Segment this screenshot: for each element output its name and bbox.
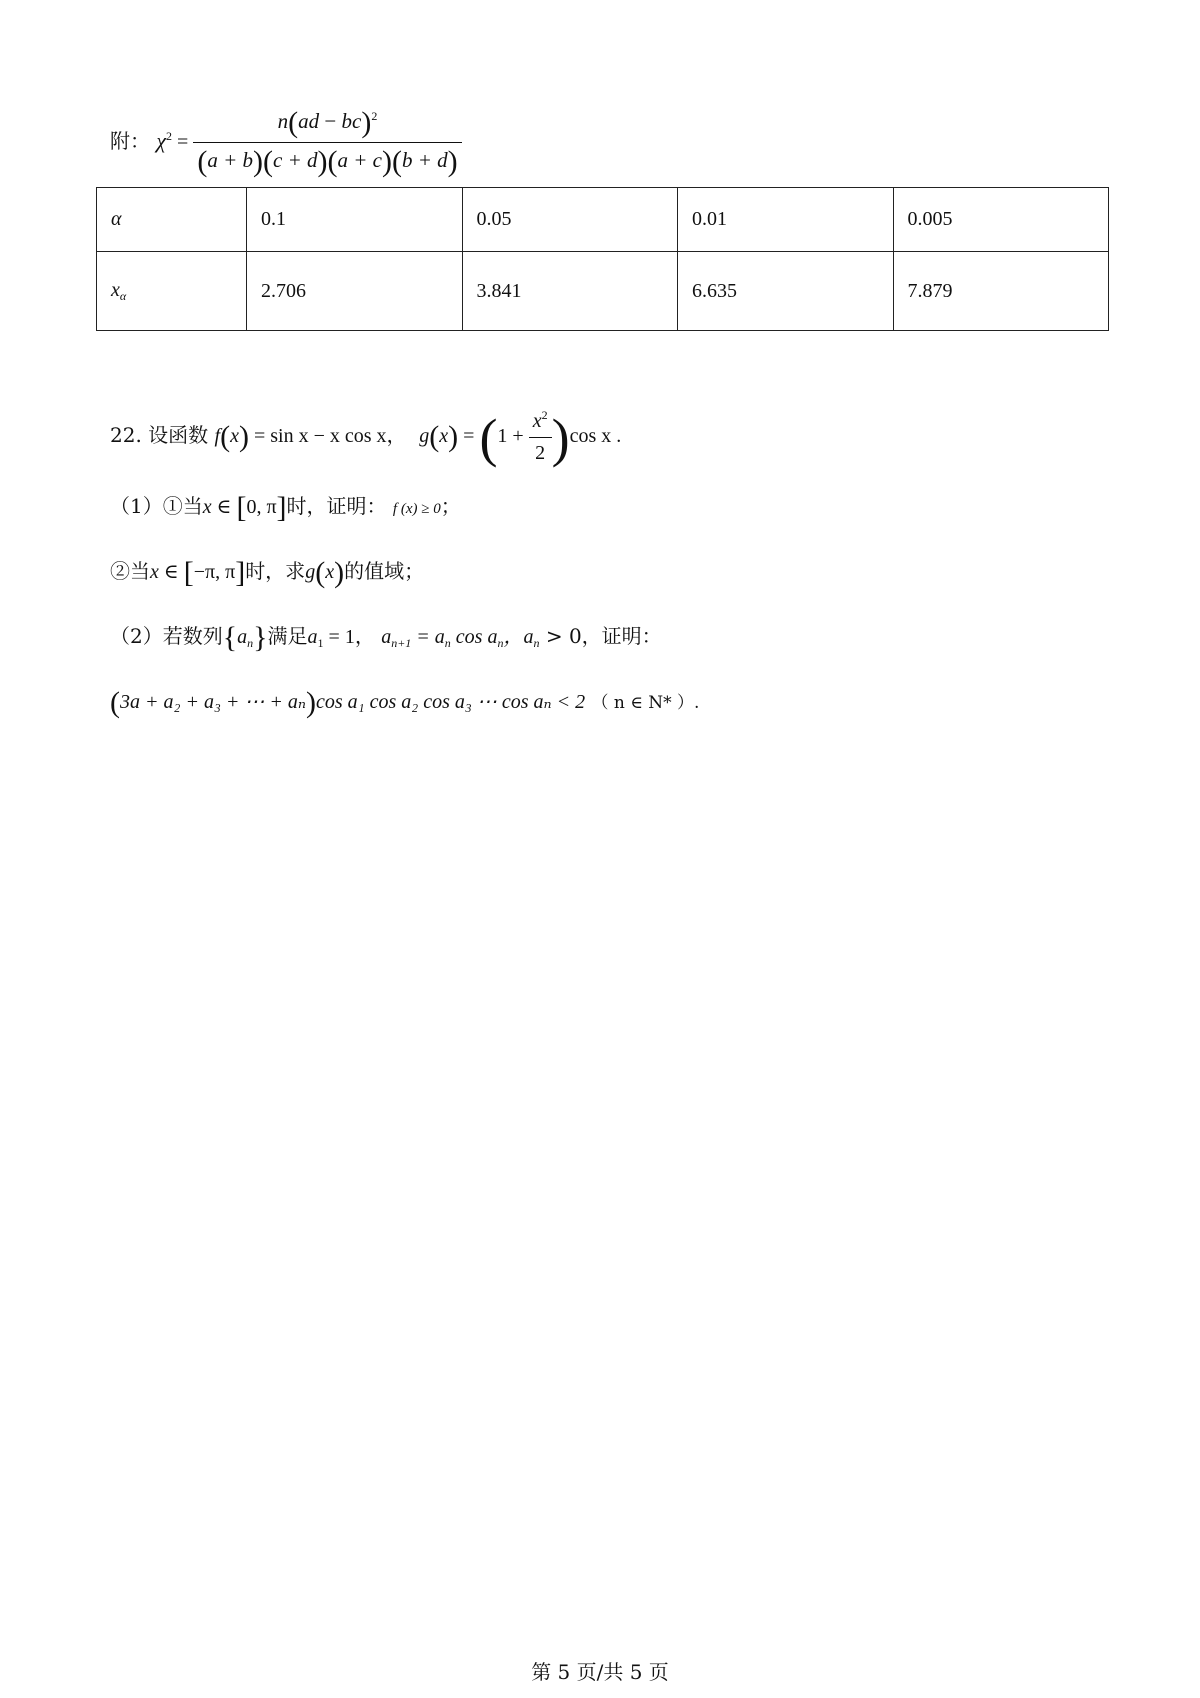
question-22-statement: 22. 设函数 f(x) = sin x − x cos x， g(x) = (1 + $\frac{x^2}{2}$ )cos x . bbox=[110, 408, 622, 468]
table-row-x-alpha bbox=[97, 252, 1109, 331]
inequality-line: (3a + a₂ + a₃ + ⋯ + aₙ)cos a₁ cos a₂ cos a₃ ⋯ cos aₙ < 2 （ n ∈ N* ）. bbox=[110, 686, 700, 719]
part-1-2: ②当x ∈ [−π, π]时，求g(x)的值域； bbox=[110, 556, 425, 589]
f-definition: = sin x − x cos x， bbox=[248, 425, 407, 447]
table-row-alpha bbox=[97, 188, 1109, 252]
table-cell: 0.01 bbox=[678, 188, 894, 252]
part-2: （2）若数列$\{a_n\}$满足$a_1 = 1$， $a_{n+1} = a_n$ $\cos a_n$，$a_n > 0$，证明： bbox=[110, 621, 662, 654]
table-cell: 6.635 bbox=[678, 252, 894, 331]
chi-denominator: (a + b)(c + d)(a + c)(b + d) bbox=[193, 142, 461, 177]
critical-value-table bbox=[96, 187, 1109, 331]
table-cell: 0.1 bbox=[247, 188, 463, 252]
appendix-label: 附： bbox=[110, 129, 150, 153]
table-cell: 7.879 bbox=[893, 252, 1109, 331]
page-footer bbox=[0, 1656, 1200, 1685]
page-number: 第 5 页/共 5 页 bbox=[531, 1660, 669, 1684]
table-cell: 3.841 bbox=[462, 252, 678, 331]
chi-numerator: n(ad − bc)$^2$ bbox=[277, 106, 378, 139]
chi-square-formula: 附： $\chi^2$ = $\frac{n(ad - bc)^2}{(a + b)(c + d)(a + c)(b + d)}$ bbox=[110, 108, 462, 177]
x-squared-over-2: $\frac{x^2}{2}$ bbox=[529, 408, 552, 465]
table-cell: 0.05 bbox=[462, 188, 678, 252]
table-cell: 0.005 bbox=[893, 188, 1109, 252]
cos-product: cos a₁ cos a₂ cos a₃ ⋯ cos aₙ < 2 bbox=[316, 691, 586, 713]
alpha-header-cell: α bbox=[97, 188, 247, 252]
chi-symbol: χ bbox=[156, 128, 167, 153]
table-cell: 2.706 bbox=[247, 252, 463, 331]
f-nonneg-claim: f (x) ≥ 0 bbox=[392, 501, 441, 517]
chi-fraction bbox=[193, 108, 461, 177]
question-number: 22. 设函数 bbox=[110, 423, 209, 447]
part-1-1: （1）①当x ∈ [0, π]时，证明： f (x) ≥ 0； bbox=[110, 491, 461, 524]
g-tail: cos x . bbox=[569, 425, 622, 447]
x-alpha-header-cell: $x_\alpha$ bbox=[97, 252, 247, 331]
